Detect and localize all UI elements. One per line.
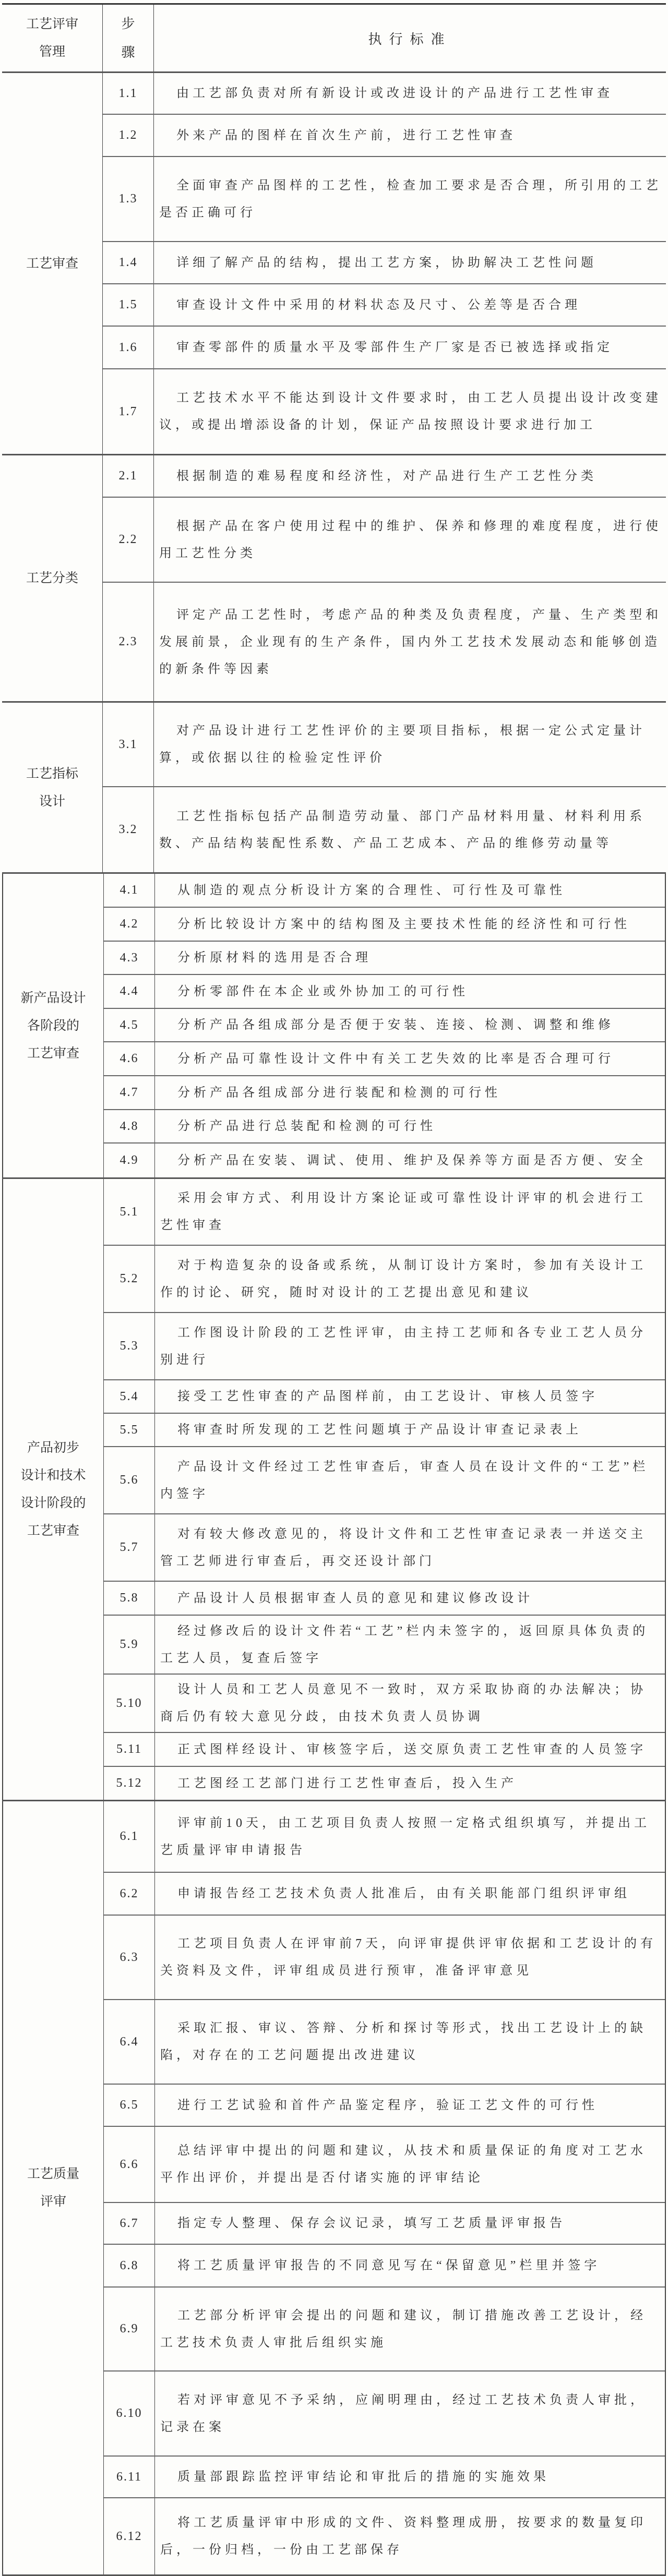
step-number: 2.1 bbox=[103, 455, 154, 497]
step-number: 4.2 bbox=[104, 908, 155, 941]
step-number: 6.8 bbox=[104, 2245, 155, 2286]
header-line: 步 bbox=[121, 16, 135, 31]
standard-text: 评定产品工艺性时，考虑产品的种类及负责程度，产量、生产类型和发展前景，企业现有的生产条件，国内外工艺技术发展动态和能够创造的新条件等因素 bbox=[159, 608, 662, 676]
standard-text: 外来产品的图样在首次生产前，进行工艺性审查 bbox=[176, 128, 516, 142]
standard-text: 分析产品进行总装配和检测的可行性 bbox=[177, 1120, 436, 1133]
table-row bbox=[103, 703, 666, 787]
table-row bbox=[103, 157, 666, 242]
standard-cell bbox=[155, 1873, 665, 1915]
step-number: 6.9 bbox=[104, 2288, 155, 2370]
table-row bbox=[104, 1246, 665, 1313]
standard-text: 对产品设计进行工艺性评价的主要项目指标，根据一定公式定量计算，或依据以往的检验定性评价 bbox=[159, 724, 646, 765]
review-group bbox=[2, 1801, 666, 2576]
standard-text: 将审查时所发现的工艺性问题填于产品设计审查记录表上 bbox=[177, 1423, 582, 1437]
standard-cell bbox=[155, 975, 665, 1008]
standard-text: 对于构造复杂的设备或系统，从制订设计方案时，参加有关设计工作的讨论、研究，随时对设计的工艺提出意见和建议 bbox=[160, 1258, 647, 1299]
standard-cell bbox=[155, 1009, 665, 1041]
standard-text: 评审前10天，由工艺项目负责人按照一定格式组织填写，并提出工艺质量评审申请报告 bbox=[160, 1816, 650, 1857]
standard-text: 分析产品各组成部分进行装配和检测的可行性 bbox=[177, 1086, 501, 1100]
step-number: 6.5 bbox=[104, 2085, 155, 2126]
standard-cell bbox=[155, 1767, 665, 1800]
table-row bbox=[104, 1042, 665, 1076]
standard-text: 全面审查产品图样的工艺性，检查加工要求是否合理，所引用的工艺是否正确可行 bbox=[159, 178, 662, 220]
table-row bbox=[104, 1733, 665, 1767]
standard-text: 产品设计人员根据审查人员的意见和建议修改设计 bbox=[177, 1591, 533, 1605]
standard-text: 分析零部件在本企业或外协加工的可行性 bbox=[177, 984, 469, 998]
step-number: 6.10 bbox=[104, 2372, 155, 2455]
standard-text: 设计人员和工艺人员意见不一致时，双方采取协商的办法解决；协商后仍有较大意见分歧，由技术负责人员协调 bbox=[160, 1683, 647, 1724]
step-number: 4.4 bbox=[104, 975, 155, 1008]
step-number: 3.2 bbox=[103, 787, 154, 872]
standard-text: 进行工艺试验和首件产品鉴定程序，验证工艺文件的可行性 bbox=[177, 2098, 598, 2112]
step-number: 5.9 bbox=[104, 1616, 155, 1674]
standard-cell bbox=[154, 369, 666, 454]
standard-cell bbox=[155, 908, 665, 941]
standard-cell bbox=[154, 73, 666, 114]
table-row bbox=[104, 1447, 665, 1514]
group-label bbox=[2, 73, 103, 454]
group-label bbox=[2, 703, 103, 872]
group-label-line: 工艺审查 bbox=[27, 1046, 79, 1061]
standard-cell bbox=[155, 2245, 665, 2286]
step-number: 2.2 bbox=[103, 498, 154, 582]
step-number: 1.4 bbox=[103, 242, 154, 283]
table-row bbox=[104, 1801, 665, 1873]
standard-cell bbox=[155, 1675, 665, 1732]
step-number: 5.7 bbox=[104, 1514, 155, 1581]
table-row bbox=[104, 2498, 665, 2574]
table-row bbox=[104, 2203, 665, 2245]
standard-text: 将工艺质量评审中形成的文件、资料整理成册，按要求的数量复印后，一份归档，一份由工艺部保存 bbox=[160, 2516, 647, 2557]
table-row bbox=[104, 1179, 665, 1246]
step-number: 3.1 bbox=[103, 703, 154, 786]
table-row bbox=[104, 1616, 665, 1675]
standard-text: 对有较大修改意见的，将设计文件和工艺性审查记录表一并送交主管工艺师进行审查后，再交还设计部门 bbox=[160, 1527, 647, 1568]
standard-cell bbox=[155, 2457, 665, 2497]
group-label-line: 工艺分类 bbox=[26, 571, 78, 585]
table-row bbox=[103, 787, 666, 872]
table-row bbox=[104, 2245, 665, 2288]
group-label-line: 各阶段的 bbox=[27, 1018, 79, 1033]
standard-text: 采取汇报、审议、答辩、分析和探讨等形式，找出工艺设计上的缺陷，对存在的工艺问题提出改进建议 bbox=[160, 2021, 647, 2062]
step-number: 4.3 bbox=[104, 942, 155, 974]
group-label-line: 工艺审查 bbox=[27, 1524, 79, 1538]
standard-text: 指定专人整理、保存会议记录，填写工艺质量评审报告 bbox=[177, 2217, 566, 2230]
step-number: 5.1 bbox=[104, 1179, 155, 1245]
step-number: 4.5 bbox=[104, 1009, 155, 1041]
standard-text: 申请报告经工艺技术负责人批准后，由有关职能部门组织评审组 bbox=[177, 1887, 630, 1900]
standard-cell bbox=[155, 1143, 665, 1177]
table-row bbox=[104, 942, 665, 975]
step-number: 6.6 bbox=[104, 2127, 155, 2202]
table-row bbox=[104, 1514, 665, 1582]
table-row bbox=[104, 1009, 665, 1042]
standard-text: 分析产品可靠性设计文件中有关工艺失效的比率是否合理可行 bbox=[177, 1052, 614, 1066]
table-row bbox=[103, 115, 666, 157]
standard-cell bbox=[155, 1801, 665, 1872]
step-number: 5.12 bbox=[104, 1767, 155, 1800]
group-label-line: 设计阶段的 bbox=[20, 1496, 86, 1510]
table-row bbox=[103, 284, 666, 327]
standard-cell bbox=[155, 1380, 665, 1413]
table-row bbox=[104, 2288, 665, 2372]
table-body bbox=[2, 73, 666, 2576]
group-label bbox=[3, 1179, 104, 1800]
step-number: 1.7 bbox=[103, 369, 154, 454]
group-label bbox=[3, 1801, 104, 2574]
step-number: 6.3 bbox=[104, 1916, 155, 1999]
table-row bbox=[104, 1143, 665, 1177]
standard-text: 工艺项目负责人在评审前7天，向评审提供评审依据和工艺设计的有关资料及文件，评审组成员进行预审，准备评审意见 bbox=[160, 1937, 657, 1978]
standard-cell bbox=[155, 1514, 665, 1581]
header-standard: 执行标准 bbox=[368, 31, 452, 47]
standard-text: 分析比较设计方案中的结构图及主要技术性能的经济性和可行性 bbox=[177, 917, 630, 931]
standard-text: 根据产品在客户使用过程中的维护、保养和修理的难度程度，进行使用工艺性分类 bbox=[159, 519, 662, 560]
standard-text: 详细了解产品的结构，提出工艺方案，协助解决工艺性问题 bbox=[176, 256, 597, 270]
standard-text: 审查零部件的质量水平及零部件生产厂家是否已被选择或指定 bbox=[176, 341, 613, 354]
step-number: 1.3 bbox=[103, 157, 154, 241]
standard-cell bbox=[154, 455, 666, 497]
step-number: 5.2 bbox=[104, 1246, 155, 1312]
step-number: 6.2 bbox=[104, 1873, 155, 1915]
standard-cell bbox=[154, 583, 666, 701]
step-number: 1.5 bbox=[103, 284, 154, 326]
table-row bbox=[103, 73, 666, 115]
standard-text: 正式图样经设计、审核签字后，送交原负责工艺性审查的人员签字 bbox=[177, 1742, 647, 1756]
standard-cell bbox=[154, 157, 666, 241]
group-label-line: 设计和技术 bbox=[20, 1468, 86, 1483]
standard-text: 工艺性指标包括产品制造劳动量、部门产品材料用量、材料利用系数、产品结构装配性系数、产品工艺成本、产品的维修劳动量等 bbox=[159, 809, 646, 850]
header-line: 工艺评审 bbox=[26, 17, 78, 31]
step-number: 5.8 bbox=[104, 1582, 155, 1615]
header-step bbox=[103, 5, 154, 71]
step-number: 4.7 bbox=[104, 1076, 155, 1109]
standard-text: 从制造的观点分析设计方案的合理性、可行性及可靠性 bbox=[177, 883, 566, 897]
step-number: 1.2 bbox=[103, 115, 154, 156]
standard-cell bbox=[154, 498, 666, 582]
table-row bbox=[104, 1076, 665, 1110]
table-row bbox=[104, 1916, 665, 2000]
table-row bbox=[104, 1414, 665, 1447]
standard-cell bbox=[155, 2498, 665, 2574]
standard-text: 工艺技术水平不能达到设计文件要求时，由工艺人员提出设计改变建议，或提出增添设备的计划，保证产品按照设计要求进行加工 bbox=[159, 391, 662, 432]
group-label-line: 工艺质量 bbox=[27, 2167, 79, 2181]
review-group bbox=[2, 455, 666, 703]
process-review-table bbox=[2, 3, 666, 2576]
step-number: 2.3 bbox=[103, 583, 154, 701]
table-row bbox=[103, 369, 666, 454]
standard-cell bbox=[155, 1414, 665, 1446]
standard-cell bbox=[155, 1582, 665, 1615]
header-line: 骤 bbox=[121, 45, 135, 60]
group-label-line: 评审 bbox=[40, 2195, 66, 2209]
table-row bbox=[104, 908, 665, 942]
table-row bbox=[104, 1675, 665, 1733]
standard-cell bbox=[155, 1246, 665, 1312]
header-review-management bbox=[2, 5, 103, 71]
step-number: 5.4 bbox=[104, 1380, 155, 1413]
table-row bbox=[104, 1767, 665, 1800]
standard-text: 总结评审中提出的问题和建议，从技术和质量保证的角度对工艺水平作出评价，并提出是否付诸实施的评审结论 bbox=[160, 2144, 647, 2185]
standard-cell bbox=[154, 284, 666, 326]
table-row bbox=[104, 1313, 665, 1380]
standard-text: 接受工艺性审查的产品图样前，由工艺设计、审核人员签字 bbox=[177, 1390, 598, 1403]
step-number: 4.8 bbox=[104, 1110, 155, 1142]
standard-cell bbox=[154, 787, 666, 872]
standard-text: 工艺部分析评审会提出的问题和建议，制订措施改善工艺设计，经工艺技术负责人审批后组织实施 bbox=[160, 2308, 647, 2350]
standard-cell bbox=[155, 2203, 665, 2244]
standard-text: 分析产品在安装、调试、使用、维护及保养等方面是否方便、安全 bbox=[177, 1153, 647, 1167]
standard-text: 质量部跟踪监控评审结论和审批后的措施的实施效果 bbox=[177, 2470, 550, 2484]
standard-cell bbox=[155, 2372, 665, 2455]
table-row bbox=[104, 2085, 665, 2127]
group-label-line: 新产品设计 bbox=[20, 991, 86, 1005]
step-number: 5.3 bbox=[104, 1313, 155, 1379]
step-number: 6.12 bbox=[104, 2498, 155, 2574]
table-row bbox=[104, 975, 665, 1009]
table-row bbox=[103, 327, 666, 369]
table-row bbox=[104, 874, 665, 908]
review-group bbox=[2, 73, 666, 455]
table-row bbox=[104, 1873, 665, 1916]
standard-cell bbox=[154, 327, 666, 368]
standard-text: 产品设计文件经过工艺性审查后，审查人员在设计文件的“工艺”栏内签字 bbox=[160, 1460, 649, 1501]
standard-cell bbox=[155, 1110, 665, 1142]
table-row bbox=[104, 2127, 665, 2203]
table-row bbox=[103, 498, 666, 583]
standard-cell bbox=[155, 2085, 665, 2126]
standard-cell bbox=[155, 1076, 665, 1109]
standard-text: 由工艺部负责对所有新设计或改进设计的产品进行工艺性审查 bbox=[176, 87, 613, 100]
review-group bbox=[2, 703, 666, 874]
standard-cell bbox=[154, 703, 666, 786]
standard-text: 根据制造的难易程度和经济性，对产品进行生产工艺性分类 bbox=[176, 469, 597, 483]
table-row bbox=[104, 2457, 665, 2498]
standard-text: 采用会审方式、利用设计方案论证或可靠性设计评审的机会进行工艺性审查 bbox=[160, 1191, 647, 1232]
table-row bbox=[103, 455, 666, 498]
header-line: 管理 bbox=[39, 45, 65, 59]
group-label-line: 工艺指标 bbox=[26, 766, 78, 781]
standard-text: 审查设计文件中采用的材料状态及尺寸、公差等是否合理 bbox=[176, 298, 581, 312]
standard-cell bbox=[155, 2000, 665, 2084]
standard-text: 经过修改后的设计文件若“工艺”栏内未签字的，返回原具体负责的工艺人员，复查后签字 bbox=[160, 1624, 649, 1665]
table-row bbox=[104, 2000, 665, 2085]
step-number: 4.9 bbox=[104, 1143, 155, 1177]
standard-cell bbox=[155, 1313, 665, 1379]
step-number: 1.6 bbox=[103, 327, 154, 368]
review-group bbox=[2, 1179, 666, 1801]
table-row bbox=[104, 2372, 665, 2457]
standard-cell bbox=[155, 1042, 665, 1075]
step-number: 6.4 bbox=[104, 2000, 155, 2084]
standard-cell bbox=[155, 1447, 665, 1513]
step-number: 6.1 bbox=[104, 1801, 155, 1872]
standard-cell bbox=[154, 242, 666, 283]
review-group bbox=[2, 874, 666, 1179]
table-row bbox=[104, 1110, 665, 1143]
standard-text: 分析原材料的选用是否合理 bbox=[177, 951, 372, 965]
step-number: 4.6 bbox=[104, 1042, 155, 1075]
standard-cell bbox=[155, 874, 665, 907]
group-label-line: 产品初步 bbox=[27, 1441, 79, 1455]
standard-cell bbox=[155, 2127, 665, 2202]
standard-text: 分析产品各组成部分是否便于安装、连接、检测、调整和维修 bbox=[177, 1018, 614, 1032]
standard-text: 工作图设计阶段的工艺性评审，由主持工艺师和各专业工艺人员分别进行 bbox=[160, 1326, 647, 1367]
step-number: 5.5 bbox=[104, 1414, 155, 1446]
table-row bbox=[104, 1380, 665, 1414]
standard-cell bbox=[155, 1733, 665, 1766]
standard-cell bbox=[155, 1179, 665, 1245]
step-number: 6.11 bbox=[104, 2457, 155, 2497]
table-row bbox=[103, 583, 666, 701]
group-label bbox=[2, 455, 103, 701]
standard-text: 将工艺质量评审报告的不同意见写在“保留意见”栏里并签字 bbox=[177, 2259, 601, 2272]
standard-cell bbox=[155, 942, 665, 974]
standard-text: 若对评审意见不予采纳，应阐明理由，经过工艺技术负责人审批，记录在案 bbox=[160, 2393, 647, 2434]
standard-cell bbox=[154, 115, 666, 156]
step-number: 5.11 bbox=[104, 1733, 155, 1766]
step-number: 4.1 bbox=[104, 874, 155, 907]
step-number: 5.6 bbox=[104, 1447, 155, 1513]
group-label-line: 工艺审查 bbox=[26, 256, 78, 271]
standard-cell bbox=[155, 1616, 665, 1674]
table-row bbox=[104, 1582, 665, 1616]
step-number: 1.1 bbox=[103, 73, 154, 114]
standard-cell bbox=[155, 1916, 665, 1999]
step-number: 6.7 bbox=[104, 2203, 155, 2244]
standard-cell bbox=[155, 2288, 665, 2370]
group-label-line: 设计 bbox=[39, 794, 65, 809]
table-row bbox=[103, 242, 666, 284]
group-label bbox=[3, 874, 104, 1177]
step-number: 5.10 bbox=[104, 1675, 155, 1732]
table-header bbox=[2, 5, 666, 73]
standard-text: 工艺图经工艺部门进行工艺性审查后，投入生产 bbox=[177, 1776, 517, 1790]
